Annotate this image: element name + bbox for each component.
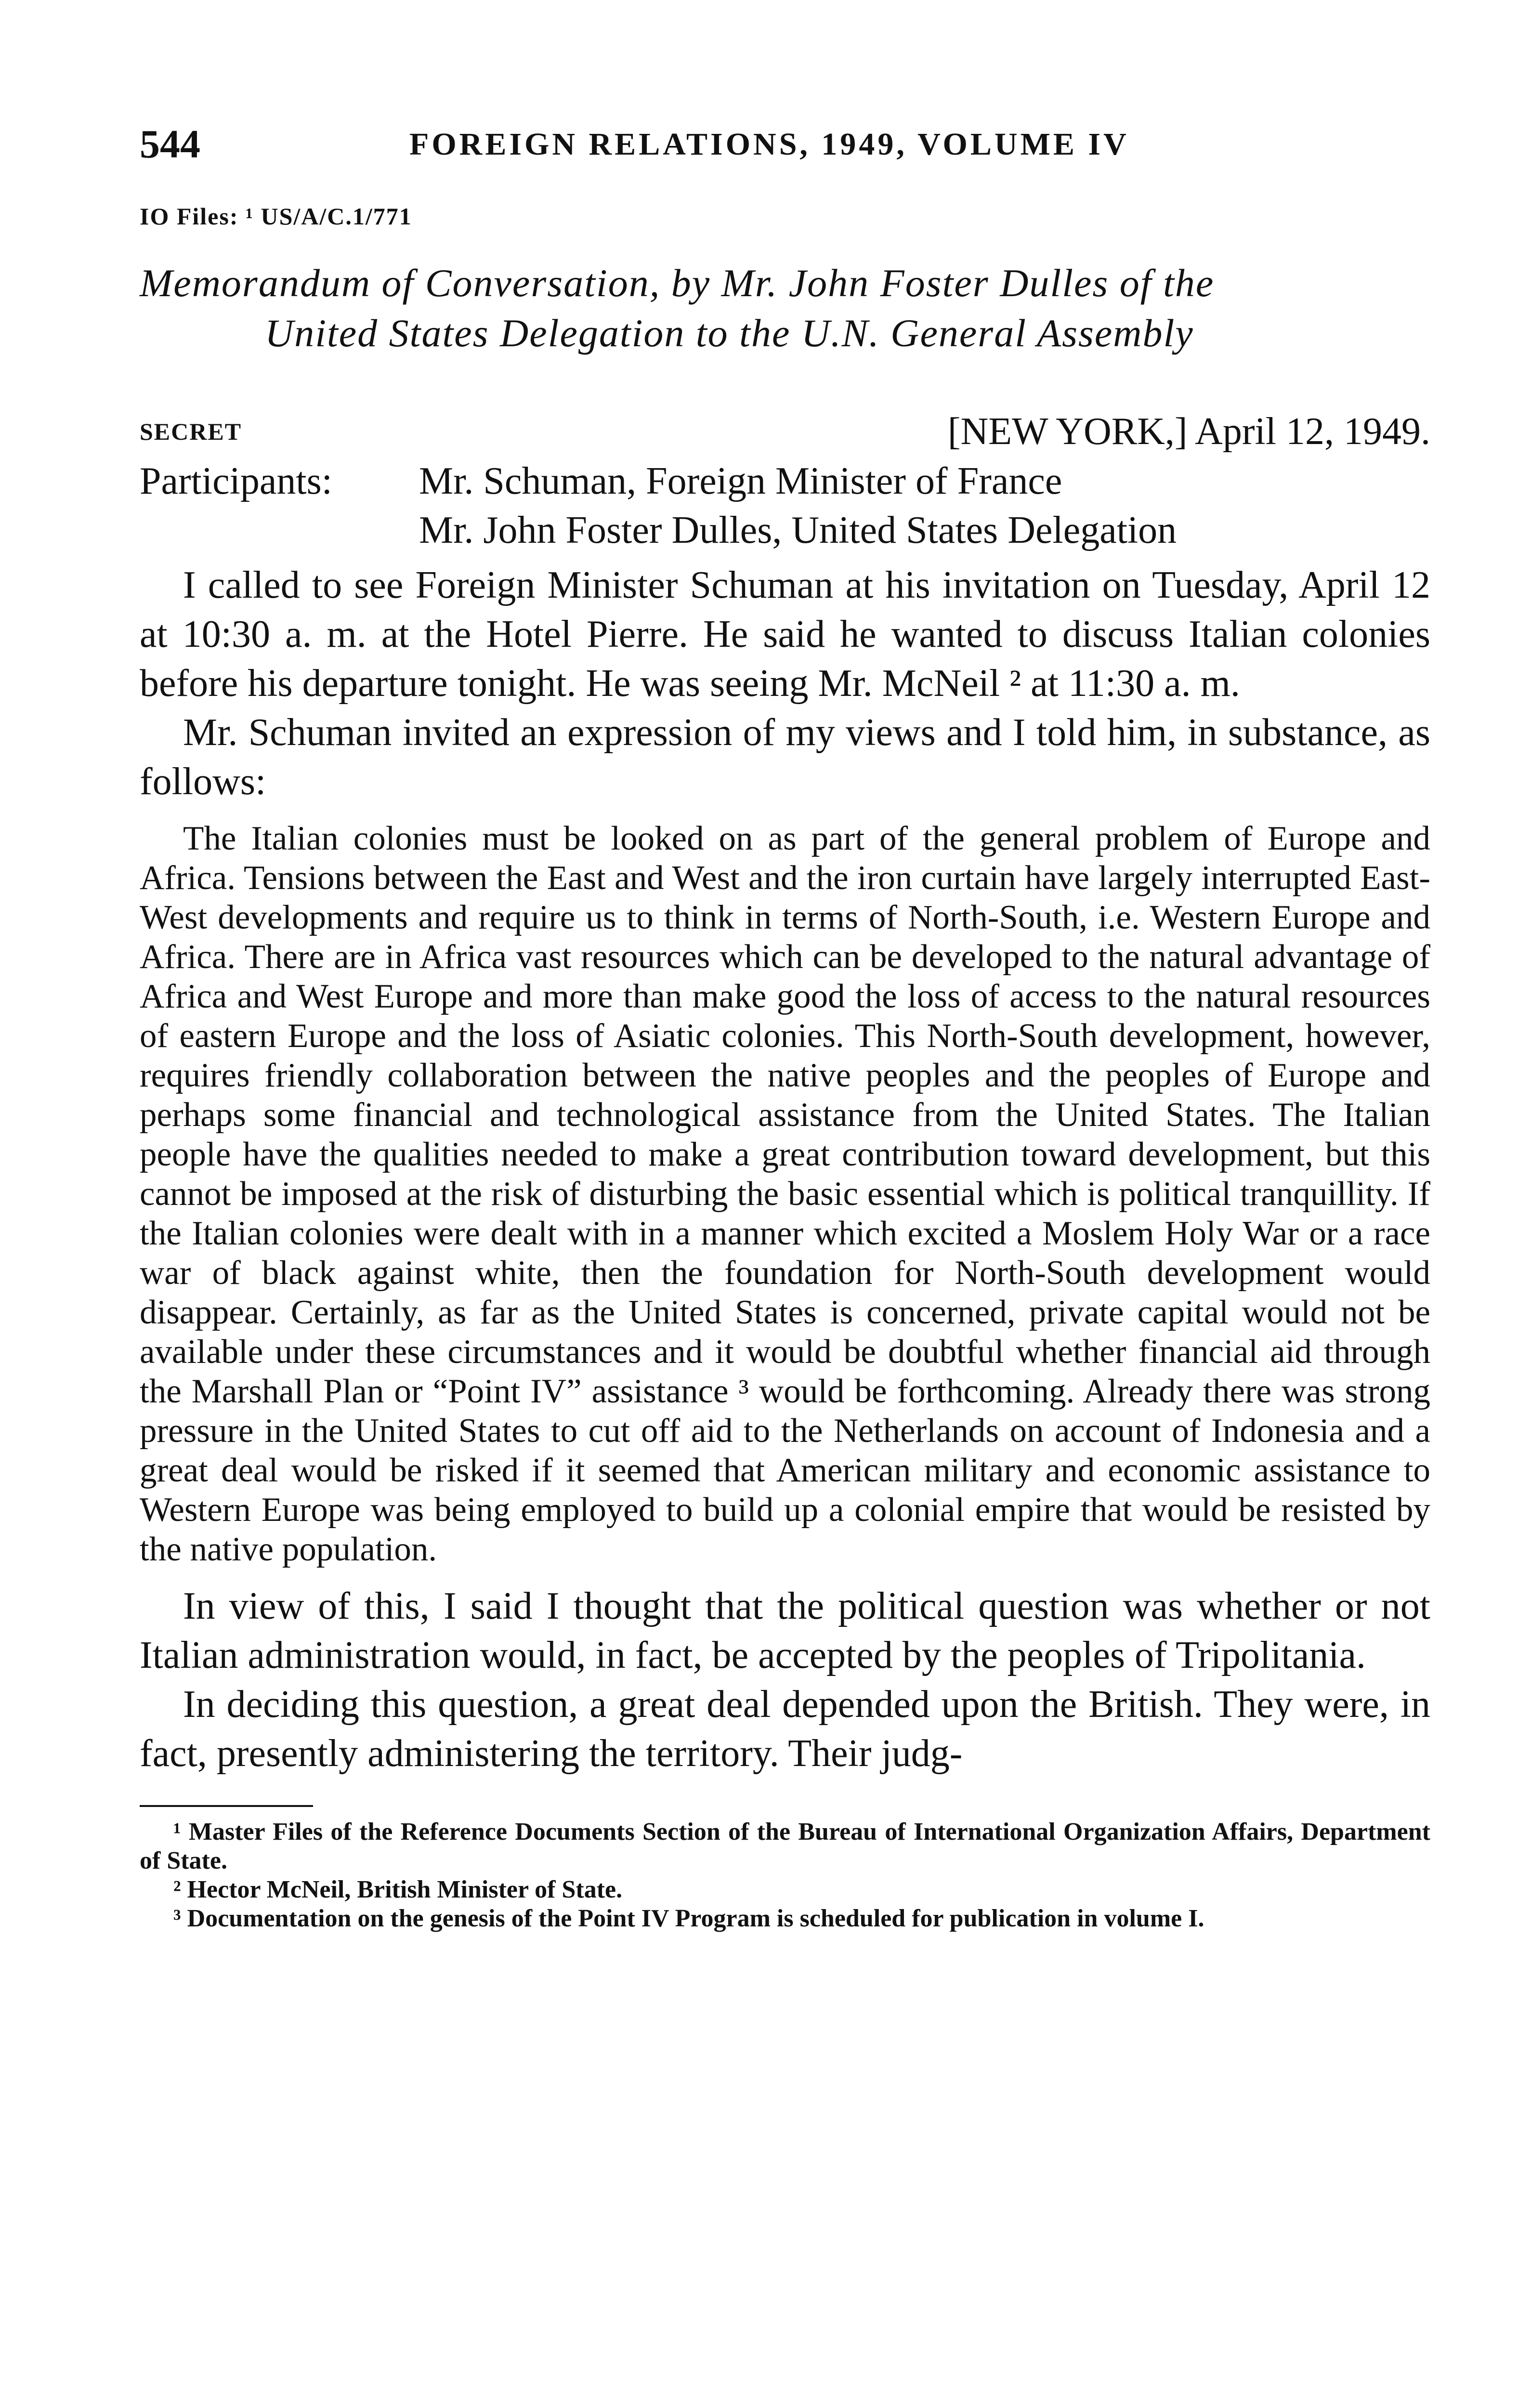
participant-1: Mr. Schuman, Foreign Minister of France [419, 460, 1062, 502]
footnote-3: ³ Documentation on the genesis of the Point IV Program is scheduled for publication in volume I. [173, 1905, 1204, 1932]
title-line-2: United States Delegation to the U.N. General Assembly [265, 311, 1194, 355]
footnote-divider [140, 1805, 313, 1807]
file-reference: IO Files: ¹ US/A/C.1/771 [140, 203, 412, 230]
participants-label: Participants: [140, 460, 332, 502]
classification-label: SECRET [140, 418, 242, 445]
document-title [140, 258, 1430, 358]
title-line-1: Memorandum of Conversation, by Mr. John Foster Dulles of the [140, 261, 1215, 305]
body-paragraph-3: In view of this, I said I thought that the political question was whether or not Italian administration would, in fact, be accepted by the peoples of Tripolitania. [140, 1585, 1430, 1676]
page-number: 544 [140, 122, 200, 167]
dateline-row [140, 406, 1430, 457]
quoted-views-paragraph: The Italian colonies must be looked on as part of the general problem of Europe and Africa. Tensions between the East and West and the iron curtain have largely interrupted East-West developments and require us to think in terms of North-South, i.e. Western Europe and Africa. There are in Africa vast resources which can be developed to the natural advantage of Africa and West Europe and more than make good the loss of access to the natural resources of eastern Europe and the loss of Asiatic colonies. This North-South development, however, requires friendly collaboration between the native peoples and the peoples of Europe and perhaps some financial and technological assistance from the United States. The Italian people have the qualities needed to make a great contribution toward development, but this cannot be imposed at the risk of disturbing the basic essential which is political tranquillity. If the Italian colonies were dealt with in a manner which excited a Moslem Holy War or a race war of black against white, then the foundation for North-South development would disappear. Certainly, as far as the United States is concerned, private capital would not be available under these circumstances and it would be doubtful whether financial aid through the Marshall Plan or “Point IV” assistance ³ would be forthcoming. Already there was strong pressure in the United States to cut off aid to the Netherlands on account of Indonesia and a great deal would be risked if it seemed that American military and economic assistance to Western Europe was being employed to build up a colonial empire that would be resisted by the native population. [140, 820, 1430, 1568]
running-title: FOREIGN RELATIONS, 1949, VOLUME IV [409, 127, 1129, 162]
body-paragraph-1: I called to see Foreign Minister Schuman at his invitation on Tuesday, April 12 at 10:30 a. m. at the Hotel Pierre. He said he wanted to discuss Italian colonies before his departure tonight. He was seeing Mr. McNeil ² at 11:30 a. m. [140, 564, 1430, 705]
footnote-1: ¹ Master Files of the Reference Documents Section of the Bureau of International Organization Affairs, Department of State. [140, 1818, 1430, 1874]
body-paragraph-2: Mr. Schuman invited an expression of my views and I told him, in substance, as follows: [140, 711, 1430, 803]
participant-2: Mr. John Foster Dulles, United States Delegation [419, 509, 1177, 551]
document-page [140, 120, 1430, 1933]
footnotes [140, 1818, 1430, 1933]
footnote-2: ² Hector McNeil, British Minister of State. [173, 1876, 623, 1903]
running-header [140, 120, 1430, 169]
participants [140, 457, 1430, 555]
dateline: [NEW YORK,] April 12, 1949. [947, 410, 1430, 453]
body-paragraph-4: In deciding this question, a great deal depended upon the British. They were, in fact, presently administering the territory. Their judg- [140, 1683, 1430, 1775]
